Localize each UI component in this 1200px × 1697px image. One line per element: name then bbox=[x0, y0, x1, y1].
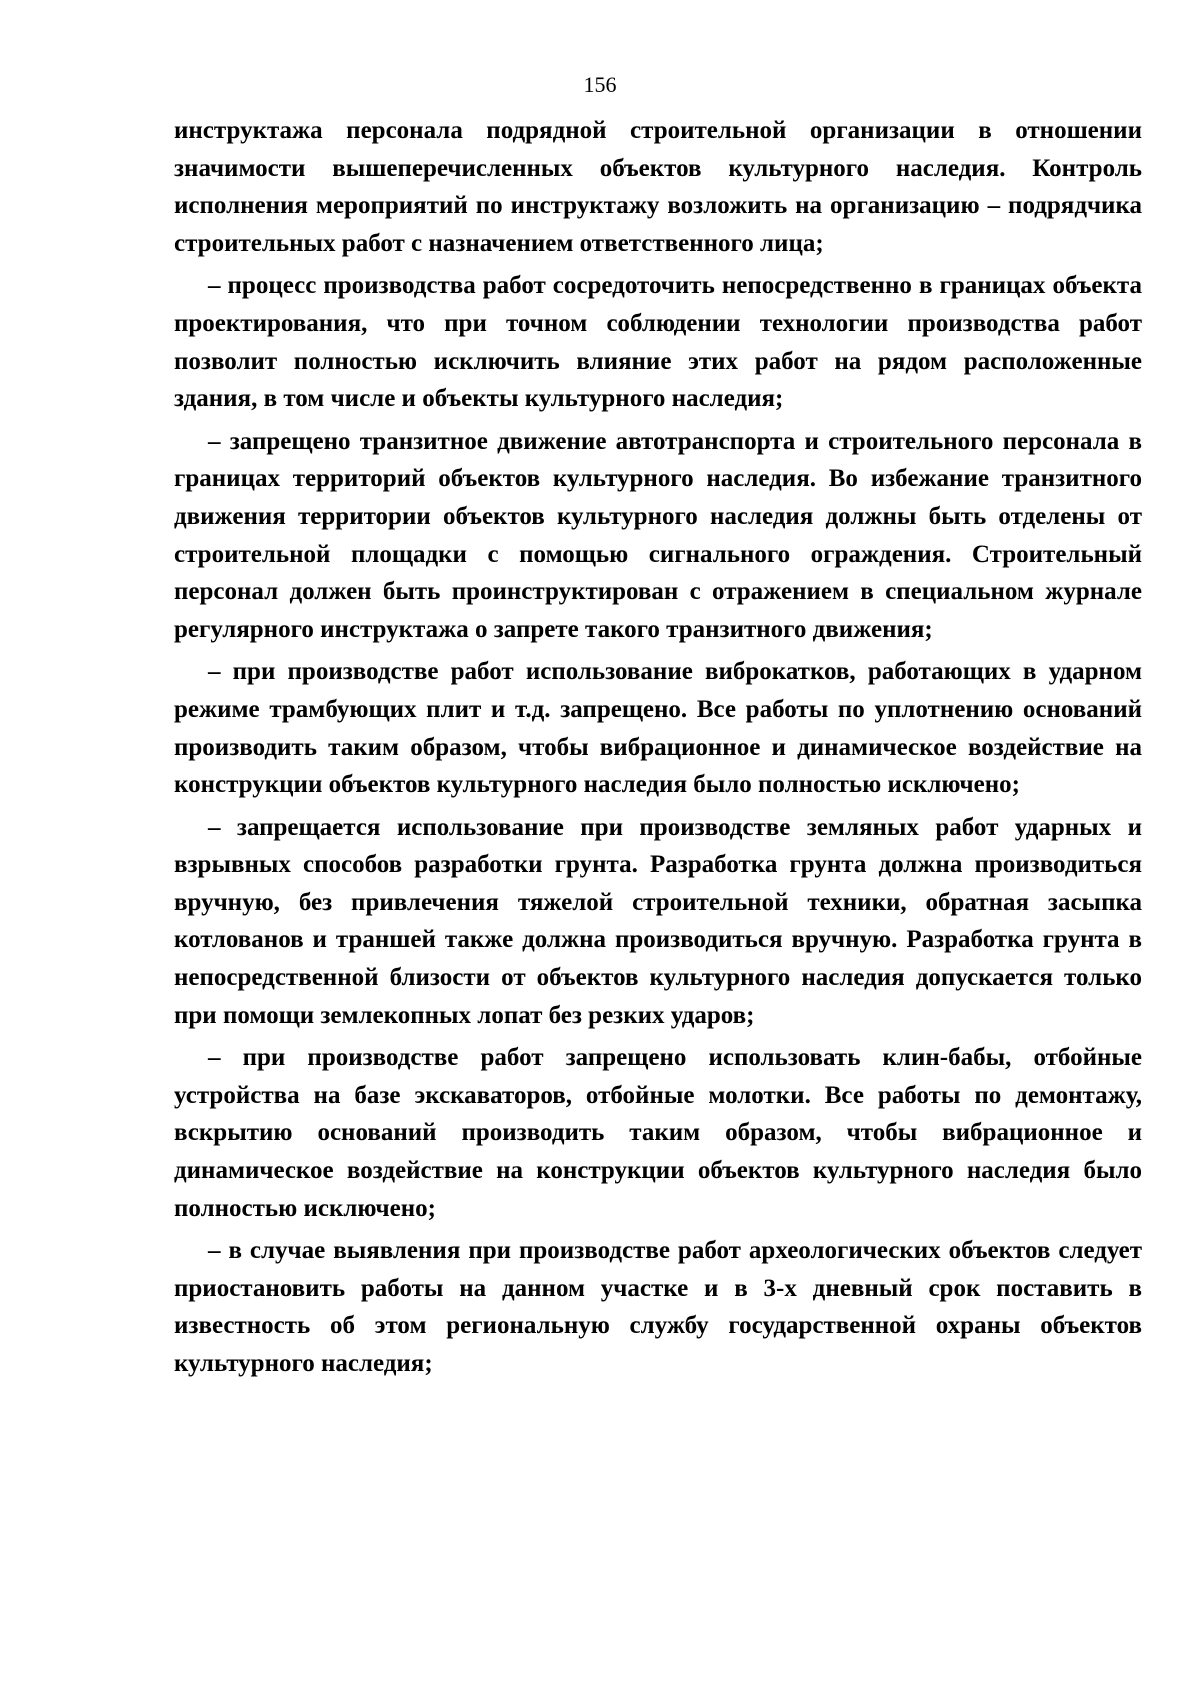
paragraph-work-within-boundaries: – процесс производства работ сосредоточить непосредственно в границах объекта проектирования, что при точном соблюдении технологии производства работ позволит полностью исключить влияние этих работ на рядом расположенные здания, в том числе и объекты культурного наследия; bbox=[174, 272, 1142, 413]
paragraph-demolition-tools-prohibited: – при производстве работ запрещено использовать клин-бабы, отбойные устройства на базе экскаваторов, отбойные молотки. Все работы по демонтажу, вскрытию оснований производить таким образом, чтобы вибрационное и динамическое воздействие на конструкции объектов культурного наследия было полностью исключено; bbox=[174, 1044, 1142, 1222]
paragraph-manual-excavation: – запрещается использование при производстве земляных работ ударных и взрывных способов разработки грунта. Разработка грунта должна производиться вручную, без привлечения тяжелой строительной техники, обратная засыпка котлованов и траншей также должна производиться вручную. Разработка грунта в непосредственной близости от объектов культурного наследия допускается только при помощи землекопных лопат без резких ударов; bbox=[174, 813, 1142, 1029]
paragraph-instruction-continuation: инструктажа персонала подрядной строительной организации в отношении значимости вышеперечисленных объектов культурного наследия. Контроль исполнения мероприятий по инструктажу возложить на организацию – подрядчика строительных работ с назначением ответственного лица; bbox=[174, 117, 1142, 257]
paragraph-transit-prohibited: – запрещено транзитное движение автотранспорта и строительного персонала в границах территорий объектов культурного наследия. Во избежание транзитного движения территории объектов культурного наследия должны быть отделены от строительной площадки с помощью сигнального ограждения. Строительный персонал должен быть проинструктирован с отражением в специальном журнале регулярного инструктажа о запрете такого транзитного движения; bbox=[174, 427, 1142, 643]
document-body bbox=[174, 112, 1142, 1388]
paragraph-vibration-rollers-prohibited: – при производстве работ использование виброкатков, работающих в ударном режиме трамбующих плит и т.д. запрещено. Все работы по уплотнению оснований производить таким образом, чтобы вибрационное и динамическое воздействие на конструкции объектов культурного наследия было полностью исключено; bbox=[174, 658, 1142, 799]
paragraph-archaeological-finds: – в случае выявления при производстве работ археологических объектов следует приостановить работы на данном участке и в 3-х дневный срок поставить в известность об этом региональную службу государственной охраны объектов культурного наследия; bbox=[174, 1237, 1142, 1377]
page-number: 156 bbox=[583, 72, 617, 97]
